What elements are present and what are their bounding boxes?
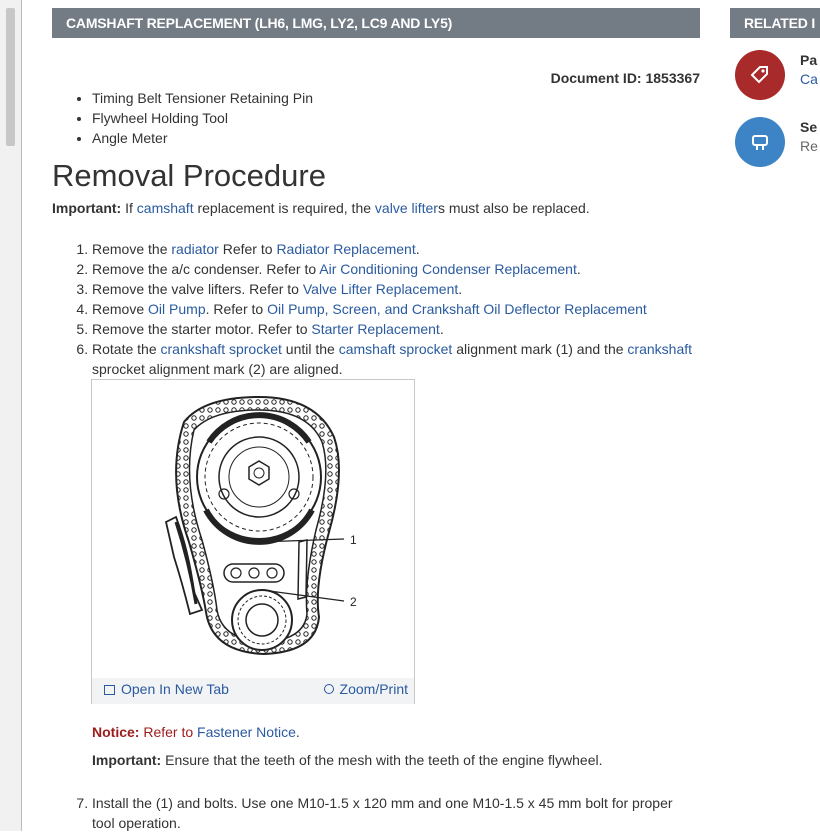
text: Remove the valve lifters. Refer to bbox=[92, 281, 303, 297]
text: . bbox=[458, 281, 463, 297]
text: s must also be replaced. bbox=[437, 200, 590, 216]
text: . bbox=[415, 241, 420, 257]
related-info-header: RELATED I bbox=[730, 8, 820, 38]
text: Remove the starter motor. Refer to bbox=[92, 321, 312, 337]
radiator-link[interactable]: radiator bbox=[171, 241, 219, 257]
service-car-icon bbox=[735, 117, 785, 167]
crankshaft-link[interactable]: crankshaft bbox=[627, 341, 693, 357]
new-tab-icon bbox=[104, 685, 115, 695]
left-scrollbar[interactable] bbox=[0, 0, 22, 831]
important-note bbox=[52, 200, 590, 216]
valve-lifter-replacement-link[interactable]: Valve Lifter Replacement bbox=[302, 281, 459, 297]
oil-pump-replacement-link[interactable]: Oil Pump, Screen, and Crankshaft Oil Deflector Replacement bbox=[267, 301, 647, 317]
step-5 bbox=[92, 319, 692, 339]
related-item-parts[interactable] bbox=[735, 50, 818, 100]
section-title-removal: Removal Procedure bbox=[52, 158, 326, 193]
step-1 bbox=[92, 239, 692, 259]
text: sprocket alignment mark (2) are aligned. bbox=[92, 361, 343, 377]
important-note-2 bbox=[92, 752, 603, 768]
open-tab-label: Open In New Tab bbox=[121, 681, 229, 697]
oil-pump-link[interactable]: Oil Pump bbox=[148, 301, 206, 317]
text: Remove bbox=[92, 301, 149, 317]
fastener-notice-link[interactable]: Fastener Notice bbox=[197, 724, 296, 740]
starter-replacement-link[interactable]: Starter Replacement bbox=[311, 321, 440, 337]
text: Ensure that the teeth of the mesh with the teeth of the engine flywheel. bbox=[161, 752, 603, 768]
text: Refer to bbox=[139, 724, 198, 740]
text: Refer to bbox=[218, 241, 277, 257]
procedure-steps bbox=[92, 239, 692, 379]
text: . Refer to bbox=[205, 301, 268, 317]
list-item: • Timing Belt Tensioner Retaining Pin bbox=[92, 88, 313, 108]
open-in-new-tab-link[interactable] bbox=[104, 681, 229, 697]
crankshaft-sprocket-link[interactable]: crankshaft sprocket bbox=[160, 341, 282, 357]
important-label: Important: bbox=[52, 200, 122, 216]
related-item-title: Se bbox=[800, 119, 818, 135]
figure-toolbar bbox=[92, 678, 414, 704]
step-7: 7. Install the (1) and bolts. Use one M10-1.5 x 120 mm and one M10-1.5 x 45 mm bolt for proper tool operation. bbox=[92, 793, 692, 833]
callout-2: 2 bbox=[350, 595, 357, 609]
text: Rotate the bbox=[92, 341, 161, 357]
step-2 bbox=[92, 259, 692, 279]
procedure-steps-continued bbox=[92, 793, 692, 833]
parts-tag-icon bbox=[735, 50, 785, 100]
text: . bbox=[439, 321, 444, 337]
camshaft-sprocket-link[interactable]: camshaft sprocket bbox=[338, 341, 453, 357]
notice-message bbox=[92, 724, 300, 740]
text: If bbox=[121, 200, 137, 216]
text: replacement is required, the bbox=[193, 200, 375, 216]
magnifier-icon bbox=[324, 684, 334, 694]
step-6 bbox=[92, 339, 692, 379]
list-item: • Flywheel Holding Tool bbox=[92, 108, 313, 128]
list-item: • Angle Meter bbox=[92, 128, 313, 148]
step-4 bbox=[92, 299, 692, 319]
text: Remove the a/c condenser. Refer to bbox=[92, 261, 320, 277]
text: Remove the bbox=[92, 241, 172, 257]
important-label: Important: bbox=[92, 752, 162, 768]
document-id: Document ID: 1853367 bbox=[550, 70, 700, 86]
text: . bbox=[576, 261, 581, 277]
page-title: CAMSHAFT REPLACEMENT (LH6, LMG, LY2, LC9 AND LY5) bbox=[52, 8, 700, 38]
timing-chain-diagram[interactable] bbox=[94, 382, 412, 672]
text: alignment mark (1) and the bbox=[452, 341, 628, 357]
camshaft-link[interactable]: camshaft bbox=[136, 200, 194, 216]
step-3 bbox=[92, 279, 692, 299]
related-item-title: Pa bbox=[800, 52, 818, 68]
text: until the bbox=[281, 341, 339, 357]
callout-1: 1 bbox=[350, 533, 357, 547]
ac-condenser-replacement-link[interactable]: Air Conditioning Condenser Replacement bbox=[319, 261, 577, 277]
text: . bbox=[295, 724, 300, 740]
zoom-label: Zoom/Print bbox=[339, 681, 408, 697]
zoom-print-link[interactable] bbox=[324, 681, 408, 697]
related-item-sub: Re bbox=[800, 138, 818, 154]
valve-lifter-link[interactable]: valve lifter bbox=[374, 200, 438, 216]
timing-chain-figure bbox=[91, 379, 415, 704]
scrollbar-thumb[interactable] bbox=[6, 8, 15, 146]
tools-list bbox=[92, 88, 313, 148]
related-item-service[interactable] bbox=[735, 117, 818, 167]
related-item-sub[interactable]: Ca bbox=[800, 71, 818, 87]
notice-label: Notice: bbox=[92, 724, 140, 740]
radiator-replacement-link[interactable]: Radiator Replacement bbox=[276, 241, 416, 257]
